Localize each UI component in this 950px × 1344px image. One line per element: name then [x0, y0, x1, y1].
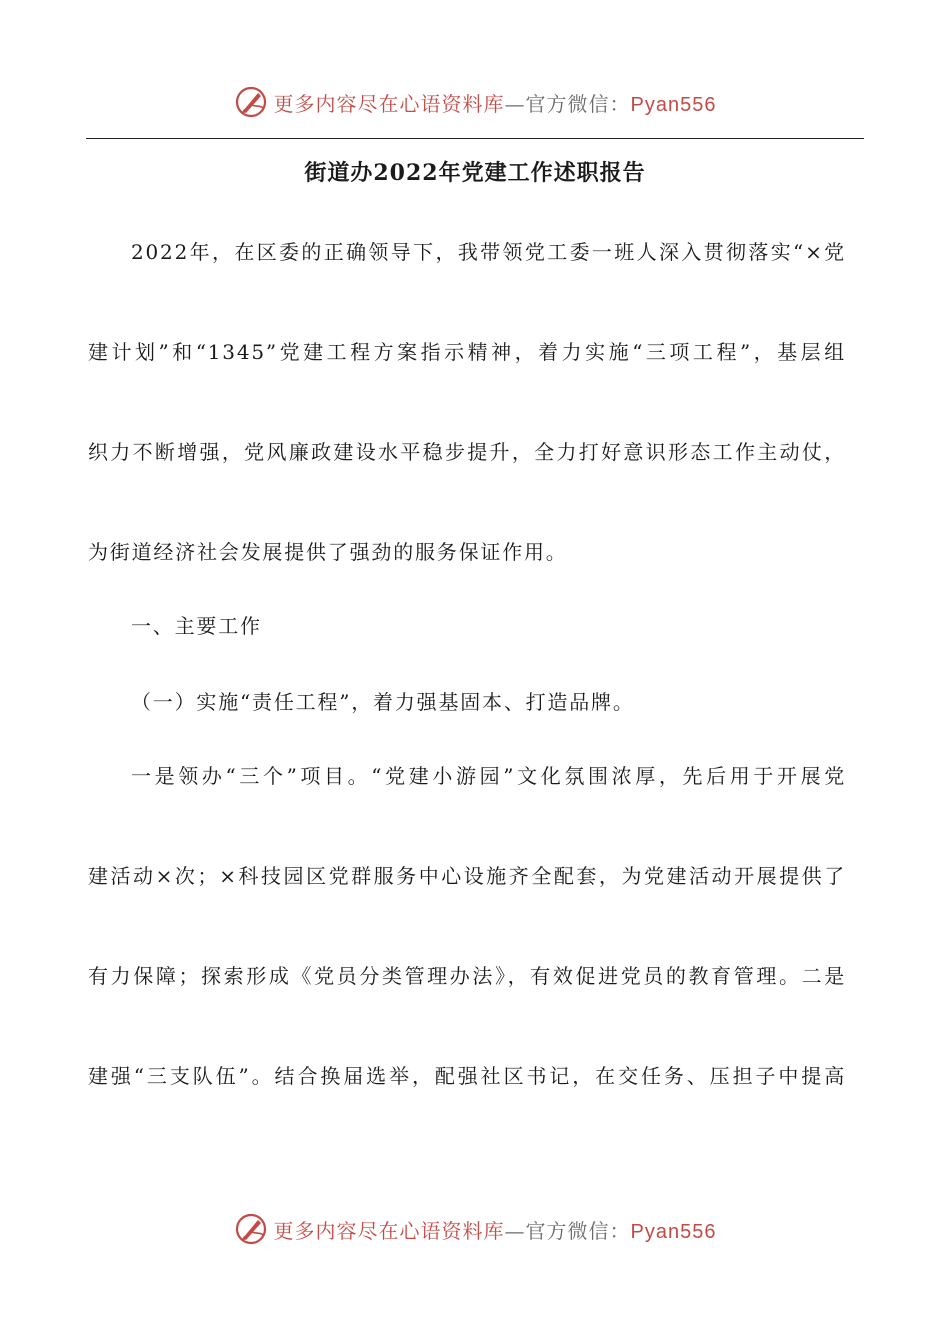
paragraph-line: 2022年，在区委的正确领导下，我带领党工委一班人深入贯彻落实“×党	[131, 240, 846, 264]
paragraph-line: 织力不断增强，党风廉政建设水平稳步提升，全力打好意识形态工作主动仗，	[88, 440, 846, 464]
header-watermark-banner	[0, 82, 950, 122]
separator-text: —	[504, 91, 526, 116]
footer-watermark-banner	[0, 1209, 950, 1249]
wechat-id: Pyan556	[630, 93, 717, 116]
official-label: 官方微信：	[525, 91, 631, 116]
separator-text: —	[504, 1218, 526, 1243]
watermark-text	[274, 88, 717, 117]
pen-logo-icon	[234, 85, 268, 119]
official-label: 官方微信：	[525, 1218, 631, 1243]
paragraph-line: 为街道经济社会发展提供了强劲的服务保证作用。	[88, 540, 568, 564]
header-rule	[86, 138, 864, 139]
paragraph-line: 有力保障；探索形成《党员分类管理办法》，有效促进党员的教育管理。二是	[88, 964, 846, 988]
wechat-id: Pyan556	[630, 1220, 717, 1243]
paragraph-line: 建强“三支队伍”。结合换届选举，配强社区书记，在交任务、压担子中提高	[88, 1064, 846, 1088]
brand-text: 更多内容尽在心语资料库	[273, 91, 505, 116]
paragraph-line: 建活动×次；×科技园区党群服务中心设施齐全配套，为党建活动开展提供了	[88, 864, 846, 888]
paragraph-line: 建计划”和“1345”党建工程方案指示精神，着力实施“三项工程”，基层组	[88, 340, 846, 364]
paragraph-line: 一是领办“三个”项目。“党建小游园”文化氛围浓厚，先后用于开展党	[131, 764, 846, 788]
brand-text: 更多内容尽在心语资料库	[273, 1218, 505, 1243]
document-title: 街道办2022年党建工作述职报告	[304, 160, 646, 186]
watermark-text	[274, 1215, 717, 1244]
subsection-heading: （一）实施“责任工程”，着力强基固本、打造品牌。	[131, 690, 635, 714]
pen-logo-icon	[234, 1212, 268, 1246]
section-heading: 一、主要工作	[131, 614, 262, 638]
